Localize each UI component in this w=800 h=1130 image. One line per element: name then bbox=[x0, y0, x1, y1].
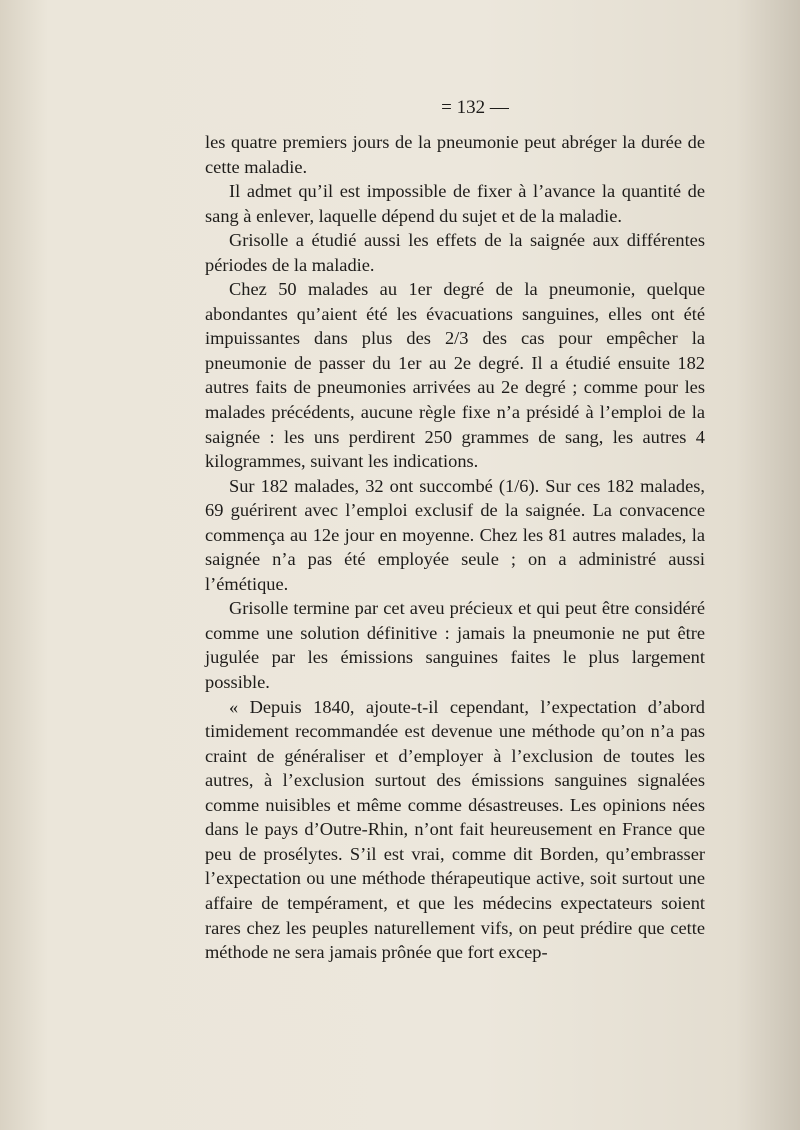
paragraph-5: Sur 182 malades, 32 ont succombé (1/6). Sur ces 182 malades, 69 guérirent avec l’emploi exclusif de la saignée. La convacence commença au 12e jour en moyenne. Chez les 81 autres malades, la saignée n’a pas été employée seule ; on a administré aussi l’émétique. bbox=[205, 475, 705, 594]
paragraph-2: Il admet qu’il est impossible de fixer à l’avance la quantité de sang à enlever, laquelle dépend du sujet et de la maladie. bbox=[205, 181, 705, 226]
paragraph-3: Grisolle a étudié aussi les effets de la saignée aux différentes périodes de la maladie. bbox=[205, 230, 705, 275]
paragraph-4: Chez 50 malades au 1er degré de la pneumonie, quelque abondantes qu’aient été les évacuations sanguines, elles ont été impuissantes dans plus des 2/3 des cas pour empêcher la pneumonie de passer du 1er au 2e degré. Il a étudié ensuite 182 autres faits de pneumonies arrivées au 2e degré ; comme pour les malades précédents, aucune règle fixe n’a présidé à l’emploi de la saignée : les uns perdirent 250 grammes de sang, les autres 4 kilogrammes, suivant les indications. bbox=[205, 279, 705, 472]
paragraph-6: Grisolle termine par cet aveu précieux et qui peut être considéré comme une solution définitive : jamais la pneumonie ne put être jugulée par les émissions sanguines faites le plus largement possible. bbox=[205, 598, 705, 693]
page-content bbox=[205, 96, 705, 965]
paragraph-7: « Depuis 1840, ajoute-t-il cependant, l’expectation d’abord timidement recommandée est devenue une méthode qu’on n’a pas craint de généraliser et d’employer à l’exclusion de toutes les autres, à l’exclusion surtout des émissions sanguines signalées comme nuisibles et même comme désastreuses. Les opinions nées dans le pays d’Outre-Rhin, n’ont fait heureusement en France que peu de prosélytes. S’il est vrai, comme dit Borden, qu’embrasser l’expectation ou une méthode thérapeutique active, soit surtout une affaire de tempérament, et que les médecins expectateurs soient rares chez les peuples naturellement vifs, on peut prédire que cette méthode ne sera jamais prônée que fort excep- bbox=[205, 696, 705, 963]
page-number: = 132 — bbox=[441, 97, 509, 118]
paragraph-1: les quatre premiers jours de la pneumonie peut abréger la durée de cette maladie. bbox=[205, 132, 705, 177]
